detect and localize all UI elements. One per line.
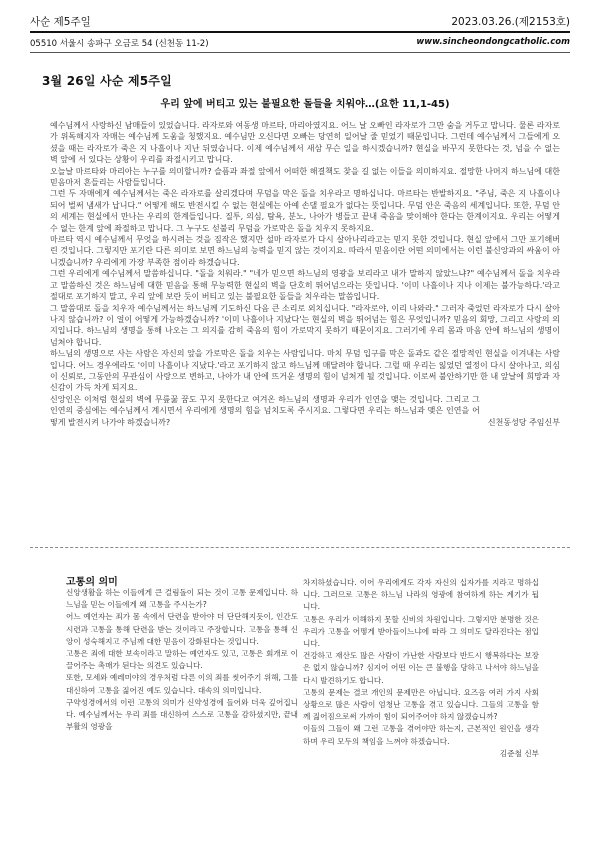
address-bar	[30, 37, 570, 49]
column-paragraph: 구약성경에서의 이런 고통의 의미가 신약성경에 들어와 더욱 깊어집니다. 예수님께서는 우리 죄를 대신하여 스스로 고통을 감하셨지만, 끝내 부활의 영광을	[66, 697, 298, 732]
column-signature: 김준철 신부	[499, 748, 539, 758]
column-paragraph: 고통은 우리가 이해하지 못할 신비의 차원입니다. 그렇지만 분명한 것은 우리가 고통을 어떻게 받아들이느냐에 따라 그 의미도 달라진다는 점입니다.	[303, 614, 539, 649]
column-paragraph: 건강하고 재산도 많은 사람이 가난한 사람보다 반드시 행복하다는 보장은 없지 않습니까? 심지어 어떤 이는 큰 불행을 당하고 나서야 하느님을 다시 발견하기도 합니다.	[303, 651, 539, 685]
article-signature: 신천동성당 주임신부	[487, 417, 560, 427]
column-paragraph: 이들의 그들이 왜 그런 고통을 겪어야만 하는지, 근본적인 원인을 생각하며 우리 모두의 책임을 느껴야 하겠습니다.	[303, 724, 539, 746]
article-paragraph: 그 말씀대로 돌을 치우자 예수님께서는 하느님께 기도하신 다음 큰 소리로 외치십니다. "라자로야, 이리 나와라." 그러자 죽었던 라자로가 다시 살아나지 않습니까? 이 얼이 어떻게 가능하겠습니까? '이미 나흘이나 지났다'는 현실의 벽을 뛰어넘는 힘은 무엇입니까? 믿음의 회망, 그리고 사랑의 의지입니다. 하느님의 생명을 통해 나오는 그 의지를 감히 죽음의 힘이 가로막지 못하기 때문이지요. 그러기에 우리 몸과 마음 안에 하느님의 생명이 넘쳐야 합니다.	[50, 303, 560, 347]
article-title: 우리 앞에 버티고 있는 불필요한 돌들을 치워야…(요한 11,1-45)	[160, 99, 450, 110]
column-paragraph: 고통은 죄에 대한 보속이라고 말하는 예언자도 있고, 고통은 회개로 이끌어주는 촉매가 된다는 의견도 있습니다.	[66, 649, 298, 671]
column-paragraph: 차지하셨습니다. 이어 우리에게도 각자 자신의 십자가를 지라고 명하십니다. 그러므로 고통은 하느님 나라의 영광에 참여하게 하는 계기가 됩니다.	[303, 578, 539, 612]
article-body	[50, 120, 560, 428]
address-rule	[30, 52, 570, 53]
article-paragraph: 하느님의 생명으로 사는 사람은 자신의 앞을 가로막은 돌을 치우는 사람입니다. 마치 무덤 입구를 막은 돌과도 같은 절망적인 현실을 이겨내는 사람입니다. 어느 경우에라도 '이미 나흘이나 지났다.'라고 포기하지 않고 하느님께 매달려야 합니다. 그럴 때 우리는 잃었던 열정이 다시 살아나고, 의심이 신뢰로, 그동안의 무관심이 사랑으로 변하고, 나아가 내 안에 뜨거운 생명의 힘이 넘쳐게 될 것입니다. 이로써 불안하기만 한 내 앞날에 희망과 자신감이 가득 차게 되지요.	[50, 349, 560, 393]
article-paragraph: 마르타 역시 예수님께서 무엇을 하시려는 것을 짐작은 했지만 설마 라자로가 다시 살아나리라고는 믿지 못한 것입니다. 현실 앞에서 그만 포기해버린 것입니다. 그렇지만 포기란 다른 의미로 보면 하느님의 능력을 믿지 않는 것이지요. 따라서 믿음이란 어떤 의미에서는 이런 불신앙과의 싸움이 아니겠습니까? 우리에게 가장 부족한 점이라 하겠습니다.	[50, 235, 560, 267]
homily-article	[42, 72, 560, 428]
article-paragraph: 오늘날 마르타와 마리아는 누구를 의미할니까? 슬픔과 좌절 앞에서 어떠한 해결책도 찾을 길 없는 이들을 의미하지요. 절망한 나머지 하느님에 대한 믿음마저 흔들리는 사람들입니다.	[50, 166, 560, 188]
column-left	[66, 587, 298, 733]
article-paragraph: 예수님께서 사랑하신 남매들이 있었습니다. 라자로와 여동생 마르타, 마리아였지요. 어느 날 오빠인 라자로가 그만 숨을 거두고 맙니다. 물론 라자로가 위독해지자 자매는 예수님께 도움을 청했지요. 예수님만 오신다면 오빠는 당연히 일어날 줄 믿었기 때문입니다. 그런데 예수님께서 그들에게 오셨을 때는 라자로가 죽은 지 나흘이나 지난 뒤였습니다. 이제 예수님께서 새삼 무슨 일을 하시겠습니까? 현실을 바꾸지 못한다는 것, 넘을 수 없는 벽 앞에 서 있다는 상황이 우리를 좌절시키고 맙니다.	[50, 121, 560, 165]
header-rule	[30, 31, 570, 33]
column-title: 고통의 의미	[66, 577, 118, 588]
section-divider	[30, 547, 570, 548]
column-paragraph: 어느 예언자는 죄가 몸 속에서 단련을 받아야 더 단단해지듯이, 인간도 시련과 고통을 통해 단련을 받는 것이라고 주장합니다. 고통을 통해 신앙이 성숙해지고 주님께 대한 믿음이 강화된다는 것입니다.	[66, 612, 298, 646]
church-address: 05510 서울시 송파구 오금로 54 (신천동 11-2)	[30, 39, 209, 49]
header-right: 2023.03.26.(제2153호)	[451, 16, 570, 28]
article-paragraph: 신앙인은 이처럼 현실의 벽에 무릎꿇 꿈도 꾸지 못한다고 여겨온 하느님의 생명과 우리가 인연을 맺는 것입니다. 그리고 그 인연의 중심에는 예수님께서 계시면서 우리에게 생명의 힘을 넘치도록 주시지요. 그렇다면 우리는 하느님과 맺은 인연을 어떻게 발전시켜 나가야 하겠습니까?	[50, 394, 480, 427]
column-paragraph: 신앙생활을 하는 이들에게 큰 걸림돌이 되는 것이 고통 문제입니다. 하느님을 믿는 이들에게 왜 고통을 주시는가?	[66, 588, 298, 610]
page-header	[30, 13, 570, 29]
article-date-heading: 3월 26일 사순 제5주일	[42, 74, 172, 88]
column-paragraph: 고통의 문제는 결코 개인의 문제만은 아닙니다. 요즈음 여러 가지 사회 상황으로 많은 사람이 엄청난 고통을 겪고 있습니다. 그들의 고통을 함께 짊어짐으로써 가까이 힘이 되어주어야 하지 않겠습니까?	[303, 687, 539, 722]
closing-row	[50, 394, 560, 428]
article-paragraph: 그런 두 자매에게 예수님께서는 죽은 라자로를 살리겠다며 무덤을 막은 돌을 치우라고 명하십니다. 마르타는 반발하지요. "주님, 죽은 지 나흘이나 되어 벌써 냄새가 납니다." 어떻게 해도 반전시킬 수 없는 현실에는 아예 손댈 필요가 없다는 뜻입니다. 무덤 안은 죽음의 세계입니다. 또한, 무덤 안의 세계는 현실에서 만나는 우리의 한계들입니다. 질투, 의심, 탐욕, 분노, 나아가 병들고 끝내 죽음을 맞이해야 한다는 한계이지요. 우리는 어떻게 수 없는 한계 앞에 좌절하고 맙니다. 그 누구도 섣불리 무덤을 가로막은 돌을 치우지 못하지요.	[50, 189, 560, 233]
column-paragraph: 또한, 모세와 예레미야의 경우처럼 다른 이의 죄를 씻어주기 위해, 그를 대신하여 고통을 짊어진 예도 있습니다. 대속의 의미입니다.	[66, 673, 298, 695]
column-right	[303, 577, 539, 760]
article-paragraph: 그런 우리에게 예수님께서 말씀하십니다. "돌을 치워라." "네가 믿으면 하느님의 영광을 보리라고 내가 말하지 않았느냐?" 예수님께서 돌을 치우라고 말씀하신 것은 하느님에 대한 믿음을 통해 무능력한 현실의 벽을 단호히 뛰어넘으라는 뜻입니다. '이미 나흘이나 지나 이제는 불가능하다.'라고 절대로 포기하지 말고, 우리 앞에 보란 듯이 버티고 있는 불필요한 돌들을 치우라는 말씀입니다.	[50, 269, 560, 302]
church-website: www.sincheondongcatholic.com	[416, 37, 570, 47]
header-left: 사순 제5주일	[30, 16, 91, 28]
